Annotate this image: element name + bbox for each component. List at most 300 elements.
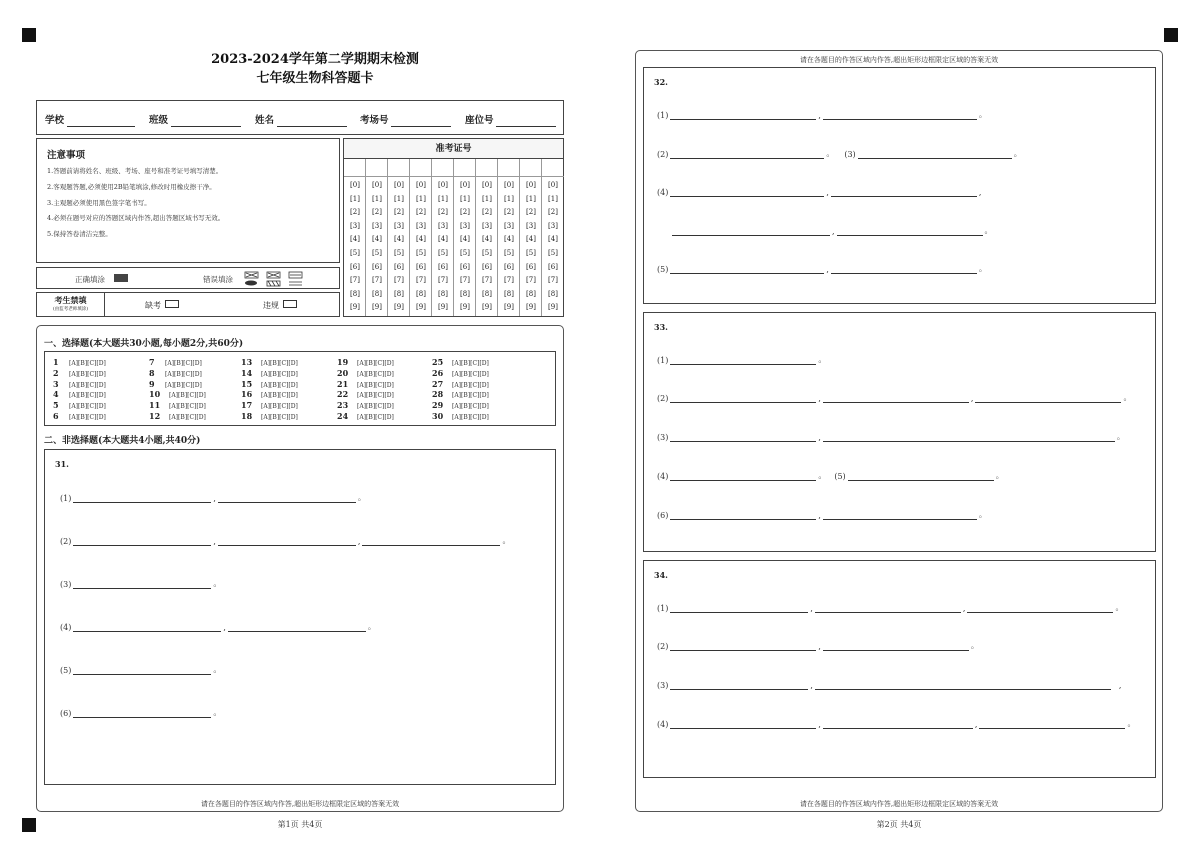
exam-id-bubble[interactable]: [8] bbox=[350, 289, 360, 298]
exam-id-bubble[interactable]: [8] bbox=[460, 289, 470, 298]
q34-part2: (2) , 。 bbox=[657, 641, 979, 651]
exam-id-bubble[interactable]: [0] bbox=[482, 181, 492, 189]
answer-line[interactable] bbox=[670, 431, 816, 442]
mcq-question-8[interactable] bbox=[149, 368, 202, 378]
exam-id-bubble[interactable]: [2] bbox=[372, 208, 382, 217]
mcq-options[interactable]: [A][B][C][D] bbox=[261, 403, 298, 411]
exam-id-bubble[interactable]: [8] bbox=[504, 289, 514, 298]
exam-id-bubble[interactable]: [6] bbox=[438, 262, 448, 271]
seat-field[interactable] bbox=[496, 126, 556, 127]
mcq-number: 20 bbox=[337, 367, 349, 378]
exam-id-bubble[interactable]: [3] bbox=[394, 221, 404, 230]
mcq-question-28[interactable] bbox=[432, 389, 489, 399]
answer-line[interactable] bbox=[670, 148, 824, 159]
class-field[interactable] bbox=[171, 126, 241, 127]
exam-id-write-cell[interactable] bbox=[542, 159, 564, 177]
exam-id-bubble[interactable]: [9] bbox=[438, 303, 448, 312]
mcq-number: 11 bbox=[149, 400, 161, 411]
mcq-question-15[interactable] bbox=[241, 379, 298, 389]
mcq-options[interactable]: [A][B][C][D] bbox=[357, 392, 394, 400]
mcq-number: 6 bbox=[53, 411, 59, 421]
exam-id-box bbox=[343, 138, 564, 317]
q34-part3: (3) , , bbox=[657, 681, 1122, 690]
exam-id-bubble[interactable]: [5] bbox=[416, 249, 426, 257]
mcq-question-11[interactable] bbox=[149, 400, 206, 410]
exam-id-bubble[interactable]: [6] bbox=[548, 262, 558, 271]
mcq-box bbox=[44, 351, 556, 426]
class-label: 班级 bbox=[149, 115, 169, 126]
mcq-question-5[interactable] bbox=[53, 400, 106, 410]
answer-line[interactable] bbox=[73, 664, 211, 675]
mcq-options[interactable]: [A][B][C][D] bbox=[357, 414, 394, 421]
exam-id-bubble[interactable]: [2] bbox=[394, 208, 404, 217]
exam-id-bubble[interactable]: [7] bbox=[416, 276, 426, 285]
q32-part5: (5) , 。 bbox=[657, 264, 987, 274]
mcq-options[interactable]: [A][B][C][D] bbox=[169, 403, 206, 411]
exam-id-bubble[interactable]: [9] bbox=[372, 303, 382, 312]
exam-id-bubble[interactable]: [4] bbox=[504, 235, 514, 244]
exam-id-bubble[interactable]: [9] bbox=[526, 303, 536, 312]
exam-id-bubble[interactable]: [1] bbox=[526, 194, 536, 203]
exam-id-bubble[interactable]: [3] bbox=[416, 221, 426, 230]
proctor-only-box bbox=[36, 292, 340, 317]
exam-id-bubble[interactable]: [1] bbox=[460, 194, 470, 203]
registration-mark-top-right bbox=[1164, 28, 1178, 42]
answer-line[interactable] bbox=[858, 148, 1012, 159]
exam-id-column bbox=[542, 159, 564, 316]
mcq-question-25[interactable] bbox=[432, 357, 489, 367]
exam-id-bubble[interactable]: [0] bbox=[350, 181, 360, 189]
page2-footer-notice: 请在各题目的作答区域内作答,超出矩形边框限定区域的答案无效 bbox=[799, 800, 999, 808]
answer-line[interactable] bbox=[73, 621, 221, 632]
exam-id-bubble[interactable]: [6] bbox=[504, 262, 514, 271]
mcq-number: 10 bbox=[149, 389, 161, 400]
mcq-options[interactable]: [A][B][C][D] bbox=[69, 392, 106, 400]
mcq-question-23[interactable] bbox=[337, 400, 394, 410]
correct-fill-sample bbox=[114, 274, 128, 282]
exam-id-write-cell[interactable] bbox=[410, 159, 431, 177]
seat-label: 座位号 bbox=[465, 115, 494, 126]
exam-room-field[interactable] bbox=[391, 126, 451, 127]
exam-id-write-cell[interactable] bbox=[454, 159, 475, 177]
mcq-question-30[interactable] bbox=[432, 411, 489, 421]
answer-line[interactable] bbox=[670, 263, 824, 274]
mcq-question-6[interactable] bbox=[53, 411, 106, 421]
answer-line[interactable] bbox=[823, 509, 977, 520]
mcq-question-14[interactable] bbox=[241, 368, 298, 378]
absent-checkbox[interactable] bbox=[165, 300, 179, 308]
mcq-number: 2 bbox=[53, 367, 59, 378]
mcq-number: 7 bbox=[149, 357, 155, 367]
exam-id-column bbox=[476, 159, 498, 316]
q32-part2-3: (2) 。 (3) 。 bbox=[657, 149, 1022, 159]
exam-id-bubble[interactable]: [9] bbox=[482, 303, 492, 312]
mcq-question-21[interactable] bbox=[337, 379, 394, 389]
exam-id-bubble[interactable]: [4] bbox=[526, 235, 536, 244]
answer-line[interactable] bbox=[362, 535, 500, 546]
exam-id-bubble[interactable]: [3] bbox=[548, 221, 558, 230]
page-title: 2023-2024学年第二学期期末检测 bbox=[211, 52, 419, 67]
answer-line[interactable] bbox=[73, 535, 211, 546]
exam-id-write-cell[interactable] bbox=[366, 159, 387, 177]
wrong-fill-label: 错误填涂 bbox=[203, 275, 233, 284]
answer-line[interactable] bbox=[670, 470, 816, 481]
mcq-question-20[interactable] bbox=[337, 368, 394, 378]
exam-id-bubble[interactable]: [8] bbox=[438, 289, 448, 298]
mcq-options[interactable]: [A][B][C][D] bbox=[169, 414, 206, 421]
mcq-question-13[interactable] bbox=[241, 357, 298, 367]
exam-id-bubble[interactable]: [3] bbox=[526, 221, 536, 230]
answer-line[interactable] bbox=[670, 186, 824, 197]
exam-id-bubble[interactable]: [6] bbox=[526, 262, 536, 271]
exam-id-write-cell[interactable] bbox=[498, 159, 519, 177]
exam-id-write-cell[interactable] bbox=[476, 159, 497, 177]
student-info-box bbox=[36, 100, 564, 135]
q34-part1: (1) , , 。 bbox=[657, 603, 1124, 613]
mcq-number: 29 bbox=[432, 400, 444, 411]
answer-line[interactable] bbox=[975, 392, 1121, 403]
exam-id-bubble[interactable]: [7] bbox=[548, 276, 558, 285]
exam-id-bubble[interactable]: [7] bbox=[438, 276, 448, 285]
mcq-question-26[interactable] bbox=[432, 368, 489, 378]
q32-part1: (1) , 。 bbox=[657, 110, 987, 120]
exam-id-column bbox=[388, 159, 410, 316]
exam-id-column bbox=[454, 159, 476, 316]
exam-id-bubble[interactable]: [8] bbox=[394, 289, 404, 298]
exam-id-bubble[interactable]: [1] bbox=[416, 194, 426, 203]
mcq-options[interactable]: [A][B][C][D] bbox=[452, 403, 489, 411]
mcq-number: 1 bbox=[53, 357, 59, 367]
exam-id-bubble[interactable]: [5] bbox=[438, 249, 448, 257]
mcq-question-27[interactable] bbox=[432, 379, 489, 389]
exam-id-bubble[interactable]: [4] bbox=[438, 235, 448, 244]
notice-item: 1.答题前请将姓名、班级、考场、座号和准考证号填写清楚。 bbox=[47, 167, 223, 175]
answer-line[interactable] bbox=[979, 718, 1125, 729]
exam-id-bubble[interactable]: [3] bbox=[504, 221, 514, 230]
answer-line[interactable] bbox=[823, 640, 969, 651]
exam-id-bubble[interactable]: [2] bbox=[438, 208, 448, 217]
exam-id-bubble[interactable]: [1] bbox=[482, 194, 492, 203]
exam-id-bubble[interactable]: [9] bbox=[394, 303, 404, 312]
exam-id-bubble[interactable]: [0] bbox=[460, 181, 470, 189]
exam-id-bubble[interactable]: [9] bbox=[460, 303, 470, 312]
exam-id-bubble[interactable]: [7] bbox=[504, 276, 514, 285]
exam-id-bubble[interactable]: [6] bbox=[350, 262, 360, 271]
exam-id-bubble[interactable]: [2] bbox=[548, 208, 558, 217]
exam-id-bubble[interactable]: [2] bbox=[482, 208, 492, 217]
mcq-options[interactable]: [A][B][C][D] bbox=[452, 370, 489, 378]
exam-id-bubble[interactable]: [3] bbox=[460, 221, 470, 230]
mcq-number: 21 bbox=[337, 378, 349, 389]
exam-id-bubble[interactable]: [5] bbox=[504, 249, 514, 257]
mcq-number: 8 bbox=[149, 367, 155, 378]
q31-part5: (5) 。 bbox=[60, 665, 222, 675]
answer-line[interactable] bbox=[670, 392, 816, 403]
exam-id-bubble[interactable]: [4] bbox=[350, 235, 360, 244]
answer-line[interactable] bbox=[831, 186, 977, 197]
answer-line[interactable] bbox=[815, 602, 961, 613]
exam-id-bubble[interactable]: [3] bbox=[372, 221, 382, 230]
mcq-number: 18 bbox=[241, 411, 253, 421]
exam-id-bubble[interactable]: [5] bbox=[372, 249, 382, 257]
exam-id-bubble[interactable]: [4] bbox=[548, 235, 558, 244]
mcq-options[interactable]: [A][B][C][D] bbox=[452, 360, 489, 367]
exam-id-bubble[interactable]: [1] bbox=[350, 194, 360, 203]
mcq-question-19[interactable] bbox=[337, 357, 394, 367]
exam-id-bubble[interactable]: [4] bbox=[460, 235, 470, 244]
exam-id-bubble[interactable]: [0] bbox=[416, 181, 426, 189]
mcq-options[interactable]: [A][B][C][D] bbox=[69, 370, 106, 378]
exam-id-bubble[interactable]: [0] bbox=[438, 181, 448, 189]
mcq-options[interactable]: [A][B][C][D] bbox=[165, 370, 202, 378]
exam-id-bubble[interactable]: [0] bbox=[504, 181, 514, 189]
mcq-question-16[interactable] bbox=[241, 389, 298, 399]
mcq-question-1[interactable] bbox=[53, 357, 106, 367]
exam-id-bubble[interactable]: [6] bbox=[394, 262, 404, 271]
exam-id-bubble[interactable]: [5] bbox=[548, 249, 558, 257]
exam-id-bubble[interactable]: [7] bbox=[350, 276, 360, 285]
exam-id-bubble[interactable]: [8] bbox=[526, 289, 536, 298]
answer-line[interactable] bbox=[672, 225, 830, 236]
mcq-number: 25 bbox=[432, 357, 444, 367]
mcq-question-17[interactable] bbox=[241, 400, 298, 410]
mcq-options[interactable]: [A][B][C][D] bbox=[165, 381, 202, 389]
exam-id-bubble[interactable]: [9] bbox=[504, 303, 514, 312]
answer-line[interactable] bbox=[670, 718, 816, 729]
exam-room-label: 考场号 bbox=[360, 115, 389, 126]
mcq-number: 30 bbox=[432, 411, 444, 421]
mcq-question-10[interactable] bbox=[149, 389, 206, 399]
mcq-number: 24 bbox=[337, 411, 349, 421]
exam-id-bubble[interactable]: [0] bbox=[372, 181, 382, 189]
exam-id-bubble[interactable]: [4] bbox=[372, 235, 382, 244]
mcq-options[interactable]: [A][B][C][D] bbox=[69, 403, 106, 411]
name-label: 姓名 bbox=[255, 115, 275, 126]
exam-id-bubble[interactable]: [7] bbox=[394, 276, 404, 285]
mcq-number: 17 bbox=[241, 400, 253, 411]
mcq-options[interactable]: [A][B][C][D] bbox=[452, 414, 489, 421]
exam-id-bubble[interactable]: [4] bbox=[394, 235, 404, 244]
q31-part1: (1) , 。 bbox=[60, 493, 366, 503]
answer-line[interactable] bbox=[73, 707, 211, 718]
exam-id-bubble[interactable]: [8] bbox=[372, 289, 382, 298]
answer-line[interactable] bbox=[823, 109, 977, 120]
mcq-options[interactable]: [A][B][C][D] bbox=[165, 360, 202, 367]
mcq-options[interactable]: [A][B][C][D] bbox=[452, 392, 489, 400]
exam-id-bubble[interactable]: [5] bbox=[526, 249, 536, 257]
exam-id-bubble[interactable]: [1] bbox=[394, 194, 404, 203]
proctor-only-sub: (由监考老师填涂) bbox=[52, 307, 88, 312]
answer-line[interactable] bbox=[670, 509, 816, 520]
answer-line[interactable] bbox=[73, 492, 211, 503]
q34-box bbox=[643, 560, 1156, 778]
answer-line[interactable] bbox=[670, 640, 816, 651]
mcq-options[interactable]: [A][B][C][D] bbox=[357, 360, 394, 367]
exam-id-bubble[interactable]: [1] bbox=[372, 194, 382, 203]
q31-part4: (4) , 。 bbox=[60, 622, 376, 632]
exam-id-bubble[interactable]: [5] bbox=[482, 249, 492, 257]
exam-id-write-cell[interactable] bbox=[432, 159, 453, 177]
exam-id-write-cell[interactable] bbox=[388, 159, 409, 177]
mcq-number: 26 bbox=[432, 367, 444, 378]
mcq-question-3[interactable] bbox=[53, 379, 106, 389]
mcq-options[interactable]: [A][B][C][D] bbox=[261, 414, 298, 421]
exam-id-bubble[interactable]: [9] bbox=[548, 303, 558, 312]
exam-id-column bbox=[366, 159, 388, 316]
exam-id-bubble[interactable]: [2] bbox=[350, 208, 360, 217]
exam-id-bubble[interactable]: [9] bbox=[416, 303, 426, 312]
exam-id-bubble[interactable]: [8] bbox=[416, 289, 426, 298]
answer-line[interactable] bbox=[228, 621, 366, 632]
mcq-question-18[interactable] bbox=[241, 411, 298, 421]
exam-id-bubble[interactable]: [0] bbox=[526, 181, 536, 189]
exam-id-column bbox=[344, 159, 366, 316]
mcq-options[interactable]: [A][B][C][D] bbox=[261, 392, 298, 400]
answer-line[interactable] bbox=[823, 718, 973, 729]
exam-id-bubble[interactable]: [6] bbox=[460, 262, 470, 271]
q33-part6: (6) , 。 bbox=[657, 510, 987, 520]
page2-number: 第2页 共4页 bbox=[876, 820, 922, 829]
exam-id-bubble[interactable]: [1] bbox=[548, 194, 558, 203]
section2-title: 二、非选择题(本大题共4小题,共40分) bbox=[44, 436, 201, 446]
notice-box bbox=[36, 138, 340, 263]
exam-id-bubble[interactable]: [4] bbox=[416, 235, 426, 244]
exam-id-bubble[interactable]: [2] bbox=[416, 208, 426, 217]
exam-id-column bbox=[432, 159, 454, 316]
answer-line[interactable] bbox=[218, 492, 356, 503]
mcq-options[interactable]: [A][B][C][D] bbox=[261, 360, 298, 367]
exam-id-bubble[interactable]: [7] bbox=[372, 276, 382, 285]
q31-part6: (6) 。 bbox=[60, 708, 222, 718]
q33-part1: (1) 。 bbox=[657, 355, 827, 365]
mcq-question-4[interactable] bbox=[53, 389, 106, 399]
exam-id-bubble[interactable]: [0] bbox=[548, 181, 558, 189]
q34-number: 34. bbox=[654, 570, 668, 580]
q31-part3: (3) 。 bbox=[60, 579, 222, 589]
exam-id-column bbox=[410, 159, 432, 316]
q33-number: 33. bbox=[654, 322, 668, 332]
answer-line[interactable] bbox=[670, 109, 816, 120]
exam-id-bubble[interactable]: [5] bbox=[350, 249, 360, 257]
answer-line[interactable] bbox=[831, 263, 977, 274]
notice-item: 2.客观题答题,必须使用2B铅笔填涂,修改时用橡皮擦干净。 bbox=[47, 182, 216, 191]
exam-id-bubble[interactable]: [9] bbox=[350, 303, 360, 312]
exam-id-bubble[interactable]: [8] bbox=[482, 289, 492, 298]
notice-item: 5.保持答卷清洁完整。 bbox=[47, 230, 112, 239]
mcq-number: 5 bbox=[53, 400, 59, 411]
answer-line[interactable] bbox=[823, 392, 969, 403]
exam-id-bubble[interactable]: [6] bbox=[372, 262, 382, 271]
exam-id-bubble[interactable]: [5] bbox=[460, 249, 470, 257]
exam-id-write-cell[interactable] bbox=[344, 159, 365, 177]
mcq-question-29[interactable] bbox=[432, 400, 489, 410]
section1-title: 一、选择题(本大题共30小题,每小题2分,共60分) bbox=[44, 339, 244, 349]
exam-id-column bbox=[498, 159, 520, 316]
mcq-options[interactable]: [A][B][C][D] bbox=[357, 381, 394, 389]
mcq-number: 12 bbox=[149, 411, 161, 421]
answer-line[interactable] bbox=[837, 225, 983, 236]
exam-id-bubble[interactable]: [7] bbox=[460, 276, 470, 285]
mcq-question-22[interactable] bbox=[337, 389, 394, 399]
answer-line[interactable] bbox=[815, 679, 1111, 690]
mcq-number: 22 bbox=[337, 389, 349, 400]
mcq-options[interactable]: [A][B][C][D] bbox=[69, 381, 106, 389]
exam-id-bubble[interactable]: [7] bbox=[526, 276, 536, 285]
name-field[interactable] bbox=[277, 126, 347, 127]
mcq-question-7[interactable] bbox=[149, 357, 202, 367]
exam-id-bubble[interactable]: [6] bbox=[482, 262, 492, 271]
exam-id-bubble[interactable]: [5] bbox=[394, 249, 404, 257]
exam-id-bubble[interactable]: [2] bbox=[526, 208, 536, 217]
exam-id-write-cell[interactable] bbox=[520, 159, 541, 177]
school-field[interactable] bbox=[67, 126, 135, 127]
answer-line[interactable] bbox=[670, 679, 808, 690]
mcq-options[interactable]: [A][B][C][D] bbox=[357, 370, 394, 378]
mcq-question-2[interactable] bbox=[53, 368, 106, 378]
exam-id-bubble[interactable]: [7] bbox=[482, 276, 492, 285]
q33-part2: (2) , , 。 bbox=[657, 393, 1132, 403]
correct-fill-label: 正确填涂 bbox=[75, 275, 105, 284]
q34-part4: (4) , , 。 bbox=[657, 719, 1136, 729]
answer-line[interactable] bbox=[967, 602, 1113, 613]
mcq-number: 19 bbox=[337, 357, 349, 367]
exam-id-bubble[interactable]: [2] bbox=[504, 208, 514, 217]
violation-checkbox[interactable] bbox=[283, 300, 297, 308]
wrong-fill-samples bbox=[243, 271, 303, 287]
answer-line[interactable] bbox=[73, 578, 211, 589]
exam-id-bubble[interactable]: [8] bbox=[548, 289, 558, 298]
exam-id-bubble[interactable]: [3] bbox=[350, 221, 360, 230]
mcq-question-12[interactable] bbox=[149, 411, 206, 421]
q33-part4-5: (4) 。 (5) 。 bbox=[657, 471, 1004, 481]
mcq-options[interactable]: [A][B][C][D] bbox=[169, 392, 206, 400]
exam-id-bubble[interactable]: [1] bbox=[438, 194, 448, 203]
mcq-options[interactable]: [A][B][C][D] bbox=[261, 381, 298, 389]
q32-number: 32. bbox=[654, 77, 668, 87]
notice-heading: 注意事项 bbox=[47, 150, 86, 161]
mcq-options[interactable]: [A][B][C][D] bbox=[452, 381, 489, 389]
exam-id-bubble[interactable]: [6] bbox=[416, 262, 426, 271]
page1-number: 第1页 共4页 bbox=[277, 820, 323, 829]
q33-part3: (3) , 。 bbox=[657, 432, 1125, 442]
answer-line[interactable] bbox=[848, 470, 994, 481]
mcq-question-9[interactable] bbox=[149, 379, 202, 389]
answer-line[interactable] bbox=[218, 535, 356, 546]
exam-id-bubble[interactable]: [0] bbox=[394, 181, 404, 189]
answer-line[interactable] bbox=[823, 431, 1115, 442]
answer-line[interactable] bbox=[670, 602, 808, 613]
exam-id-bubble[interactable]: [3] bbox=[482, 221, 492, 230]
mcq-options[interactable]: [A][B][C][D] bbox=[69, 360, 106, 367]
exam-id-bubble[interactable]: [2] bbox=[460, 208, 470, 217]
exam-id-bubble[interactable]: [3] bbox=[438, 221, 448, 230]
exam-id-bubble[interactable]: [4] bbox=[482, 235, 492, 244]
proctor-only-label: 考生禁填 bbox=[54, 295, 87, 305]
mcq-options[interactable]: [A][B][C][D] bbox=[261, 370, 298, 378]
mcq-number: 3 bbox=[53, 378, 59, 389]
notice-item: 4.必须在题号对应的答题区域内作答,超出答题区域书写无效。 bbox=[47, 214, 225, 223]
mcq-options[interactable]: [A][B][C][D] bbox=[357, 403, 394, 411]
exam-id-bubble[interactable]: [1] bbox=[504, 194, 514, 203]
mcq-options[interactable]: [A][B][C][D] bbox=[69, 414, 106, 421]
mcq-number: 27 bbox=[432, 378, 444, 389]
notice-item: 3.主观题必须使用黑色签字笔书写。 bbox=[47, 198, 151, 207]
fill-example-box bbox=[36, 267, 340, 289]
exam-id-column bbox=[520, 159, 542, 316]
mcq-number: 4 bbox=[53, 389, 59, 400]
answer-line[interactable] bbox=[670, 354, 816, 365]
mcq-question-24[interactable] bbox=[337, 411, 394, 421]
